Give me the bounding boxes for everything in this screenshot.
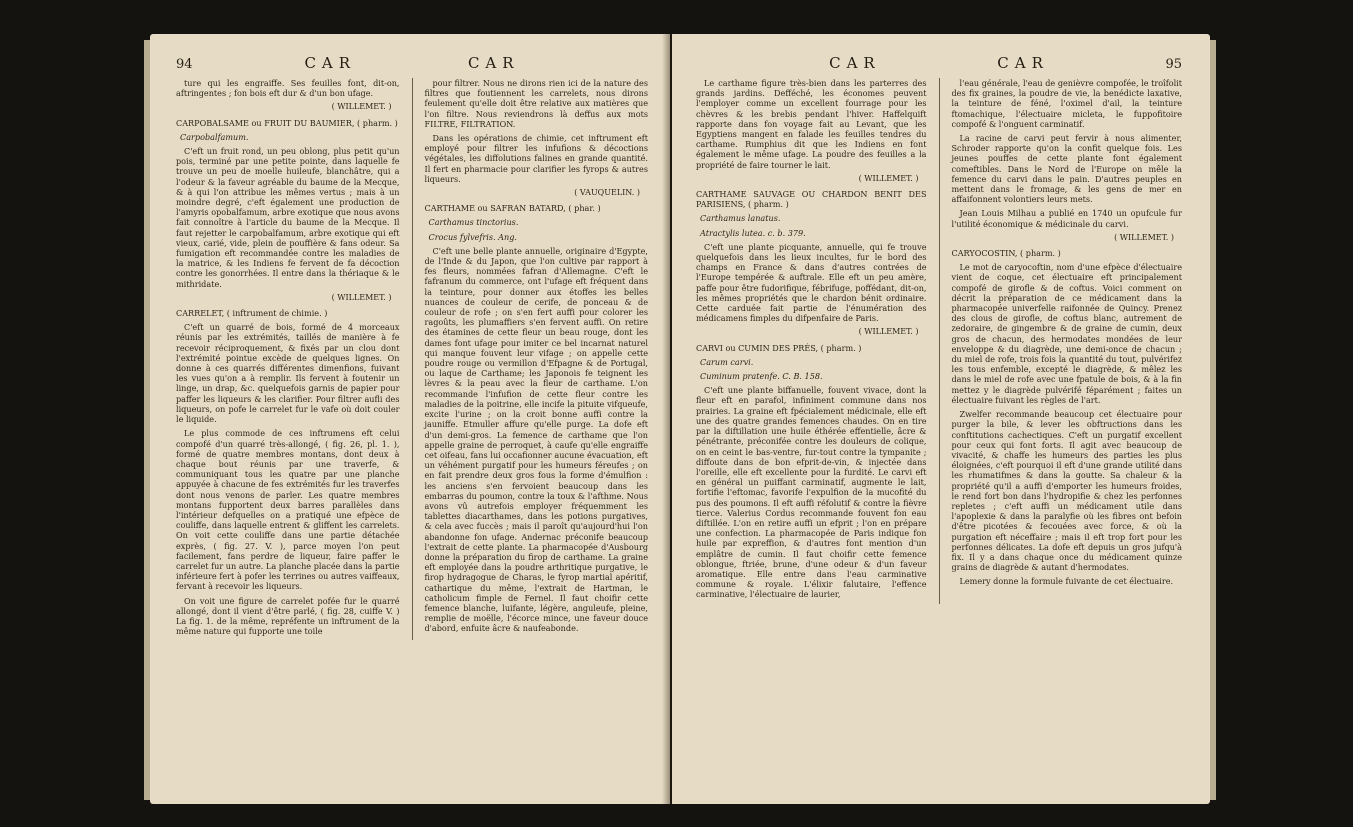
body-paragraph: C'eft un fruit rond, un peu oblong, plus petit qu'un pois, terminé par une petite pointe, dans laquelle fe trouve un peu de moelle huileufe, blanchâtre, qui a l'odeur & la faveur agréable du baume de la Mecque, & à qui l'on attribue les mêmes vertus ; mais à un moindre degré, c'eft également une production de l'amyris opobalfamum, arbre exotique que nous avons fait connoître à l'article du baume de la Mecque. Il faut rejetter le carpobalfamum, arbre exotique qui eft vieux, carié, vide, plein de pouffière & fans odeur. Sa fumigation eft recommandée contre les maladies de la matrice, & les Indiens fe fervent de fa décoction contre les gonorrhées. Il entre dans la thériaque & le mithridate.: [176, 146, 400, 289]
author-signature: ( WILLEMET. ): [1114, 232, 1174, 242]
body-paragraph: On voit une figure de carrelet pofée fur le quarré allongé, dont il vient d'être parlé, ( fig. 28, cuiffe V. ) La fig. 1. de la même, repréfente un inftrument de la même nature qui fupporte une toile: [176, 595, 400, 637]
latin-name: Atractylis lutea. c. b. 379.: [700, 227, 806, 238]
right-page: [672, 34, 1210, 804]
entry-heading: CARTHAME ou SAFRAN BATARD, ( phar. ): [424, 203, 601, 214]
entry-heading: CARRELET, ( inftrument de chimie. ): [176, 308, 328, 319]
left-running-head-1: CAR: [304, 54, 357, 72]
left-column-1: [176, 78, 400, 640]
entry-heading: CARPOBALSAME ou FRUIT DU BAUMIER, ( pharm. ): [176, 117, 398, 128]
body-paragraph: C'eft une plante picquante, annuelle, qui fe trouve quelquefois dans les lieux incultes, fur le bord des champs en France & dans d'autres contrées de l'Europe tempérée & auftrale. Elle eft un peu amère, paffe pour être fudorifique, fébrifuge, poffédant, dit-on, les mêmes propriétés que le chardon bénit ordinaire. Cette carduée fait partie de l'énumération des médicamens fimples du difpenfaire de Paris.: [696, 241, 927, 324]
body-paragraph: C'eft une plante biffanuelle, fouvent vivace, dont la fleur eft en parafol, infiniment commune dans nos prairies. La graine eft fpécialement médicinale, elle eft une des quatre grandes femences chaudes. On en tire par la diftillation une huile éthérée effentielle, âcre & pénétrante, préconifée contre les douleurs de colique, on en ceint le bas-ventre, fur-tout contre la tympanite ; diffoute dans de bon efprit-de-vin, & injectée dans l'oreille, elle eft excellente pour la furdité. Le carvi eft en général un puiffant carminatif, augmente le lait, fortifie l'eftomac, favorife l'expulfion de la mucofité du pus des poumons. Il eft auffi réfolutif & contre la fièvre tierce. Valerius Cordus recommande fouvent fon eau diftillée. L'on en retire auffi un efprit ; l'on en prépare une confection. La pharmacopée de Paris indique fon huile par expreffion, & d'autres font mention d'un emplâtre de cumin. Il faut choifir cette femence oblongue, ftriée, brune, d'une odeur & d'un faveur aromatique. Elle entre dans l'eau carminative commune & royale. L'élixir falutaire, l'effence carminative, l'électuaire de laurier,: [696, 385, 927, 600]
entry-heading: CARYOCOSTIN, ( pharm. ): [951, 248, 1061, 259]
column-rule: [939, 78, 940, 604]
right-column-2: [952, 78, 1183, 604]
entry-heading: CARTHAME SAUVAGE OU CHARDON BENIT DES PARISIENS, ( pharm. ): [696, 189, 927, 210]
left-page-header: [176, 54, 648, 72]
right-page-columns: [696, 78, 1182, 604]
latin-name: Carthamus lanatus.: [700, 213, 781, 224]
author-signature: ( VAUQUELIN. ): [574, 188, 640, 198]
left-running-head-2: CAR: [467, 54, 520, 72]
body-paragraph: Zwelfer recommande beaucoup cet électuaire pour purger la bile, & lever les obftructions dans les conftitutions cachectiques. C'eft un purgatif excellent pour ceux qui font forts. Il agit avec beaucoup de vivacité, & chaffe les humeurs des parties les plus éloignées, c'eft pourquoi il eft d'une grande utilité dans les rhumatifmes & dans la goutte. Sa chaleur & la propriété qu'il a auffi d'emporter les humeurs froides, le rend fort bon dans l'hydropifie & chez les perfonnes repletes ; c'eft auffi un médicament utile dans l'apoplexie & dans la paralyfie où les fibres ont befoin d'être picotées & fecouées avec force, & où la purgation eft néceffaire ; mais il eft trop fort pour les perfonnes délicates. La dofe eft depuis un gros jufqu'à fix. Il y a dans chaque once du médicament quinze grains de diagrède & autant d'hermodates.: [951, 409, 1182, 573]
body-paragraph: pour filtrer. Nous ne dirons rien ici de la nature des filtres que foutiennent les carrelets, nous dirons feulement qu'elle doit être relative aux matières que l'on filtre. Nous reviendrons là deffus aux mots FILTRE, FILTRATION.: [424, 78, 648, 129]
left-page: [150, 34, 670, 804]
body-paragraph: Dans les opérations de chimie, cet inftrument eft employé pour filtrer les infufions & décoctions végétales, les diffolutions falines en grande quantité. Il fert en pharmacie pour clarifier les fyrops & autres liqueurs.: [424, 133, 648, 184]
body-paragraph: Le mot de caryocoftin, nom d'une efpèce d'électuaire vient de coque, cet électuaire eft principalement compofé de girofle & de coftus. Voici comment on décrit la préparation de ce médicament dans la pharmacopée univerfelle raifonnée de Quincy. Prenez des clous de girofle, de coftus blanc, autrement de zedoraire, de gingembre & de graine de cumin, deux gros de chacun, des hermodates mondées de leur enveloppe & du diagrède, une demi-once de chacun ; du miel de rofe, trois fois la quantité du tout, pulvérifez les tous enfemble, excepté le diagrède, & mêlez les dans le miel de rofe avec une fpatule de bois, & à la fin mettez y le diagrède pulvérifé féparément ; faites un électuaire fuivant les règles de l'art.: [951, 262, 1182, 405]
latin-name: Carum carvi.: [700, 356, 754, 367]
left-column-2: [425, 78, 649, 640]
left-page-number: 94: [176, 57, 193, 72]
author-signature: ( WILLEMET. ): [858, 327, 919, 337]
body-paragraph: Le carthame figure très-bien dans les parterres des grands jardins. Defféché, les économes peuvent l'employer comme un excellent fourrage pour les chèvres & les brebis pendant l'hiver. Haffelquift rapporte dans fon voyage fait au Levant, que les Egyptiens mangent en falade les feuilles tendres du carthame. Rumphius dit que les Indiens en font également le même ufage. La poudre des feuilles a la propriété de faire tourner le lait.: [696, 78, 927, 170]
body-paragraph: Le plus commode de ces inftrumens eft celui compofé d'un quarré très-allongé, ( fig. 26, pl. 1. ), formé de quatre membres montans, dont deux à chaque bout réunis par une traverfe, & communiquant tous les quatre par une planche appuyée à chacune de fes extrémités fur les traverfes dont nous venons de parler. Les quatre membres montans fupportent deux barres parallèles dans l'intérieur defquelles on a pratiqué une efpèce de couliffe, dans laquelle entrent & gliffent les carrelets. On voit cette couliffe dans une partie détachée exprès, ( fig. 27. V. ), parce moyen l'on peut facilement, fans perdre de liqueur, faire paffer le carrelet fur un autre. La planche placée dans la partie inférieure fert à pofer les terrines ou autres vaiffeaux, fervant à recevoir les liqueurs.: [176, 428, 400, 592]
column-rule: [412, 78, 413, 640]
body-paragraph: La racine de carvi peut fervir à nous alimenter, Schroder rapporte qu'on la confit quelque fois. Les jeunes pouffes de cette plante font également comeftibles. Dans le Nord de l'Europe on mêle la femence du carvi dans le pain. D'autres peuples en mettent dans le fromage, & les gens de mer en affaifonnent volontiers leurs mets.: [951, 133, 1182, 205]
body-paragraph: ture qui les engraiffe. Ses feuilles font, dit-on, aftringentes ; fon bois eft dur & d'un bon ufage.: [176, 78, 400, 99]
right-page-header: [696, 54, 1182, 72]
right-running-head-1: CAR: [829, 54, 881, 72]
latin-name: Cuminum pratenfe. C. B. 158.: [700, 371, 823, 382]
latin-name: Crocus fylvefris. Ang.: [428, 231, 517, 242]
right-page-number: 95: [1165, 57, 1182, 72]
right-page-edge: [1210, 40, 1216, 800]
body-paragraph: Jean Louis Milhau a publié en 1740 un opufcule fur l'utilité économique & médicinale du carvi.: [951, 208, 1182, 229]
body-paragraph: l'eau générale, l'eau de genièvre compofée, le troîfolit des fix graines, la poudre de vie, la benédicte laxative, la teinture de féné, l'oximel d'ail, la teinture ftomachique, l'électuaire micleta, le fuppofitoire compofé & l'onguent carminatif.: [951, 78, 1182, 129]
author-signature: ( WILLEMET. ): [331, 102, 392, 112]
latin-name: Carthamus tinctorius.: [428, 217, 519, 228]
latin-name: Carpobalfamum.: [180, 131, 249, 142]
entry-heading: CARVI ou CUMIN DES PRÉS, ( pharm. ): [696, 342, 862, 353]
right-column-1: [696, 78, 927, 604]
body-paragraph: C'eft un quarré de bois, formé de 4 morceaux réunis par les extrémités, taillés de manière à fe recevoir réciproquement, & fixés par un clou dont l'extrémité pointue excède de quelques lignes. On donne à ces quarrés différentes dimenfions, fuivant les vues qu'on a à remplir. Ils fervent à foutenir un linge, un drap, &c. quelquefois garnis de papier pour paffer les liqueurs & les clarifier. Pour filtrer aufli des liqueurs, on pofe le carrelet fur le vafe où doit couler le liquide.: [176, 322, 400, 425]
body-paragraph: Lemery donne la formule fuivante de cet électuaire.: [959, 576, 1174, 587]
body-paragraph: C'eft une belle plante annuelle, originaire d'Egypte, de l'Inde & du Japon, que l'on cultive par rapport à fes fleurs, nommées fafran d'Allemagne. C'eft le fafranum du commerce, ont l'ufage eft fréquent dans la teinture, pour donner aux étoffes les belles nuances de couleur de cerife, de ponceau & de couleur de rofe ; on s'en fert auffi pour colorer les ragoûts, les plumaffiers s'en fervent auffi. On retire des étamines de cette fleur un beau rouge, dont les dames font ufage pour imiter ce bel incarnat naturel qui manque fouvent leur vifage ; on appelle cette poudre rouge ou vermillon d'Efpagne & de Portugal, ou laque de Carthame; les Japonois fe teignent les lèvres & la peau avec la fleur de carthame. L'on recommande l'infufion de cette fleur contre les maladies de la poitrine, elle incife la pituite vifqueufe, excite l'urine ; on la croit bonne auffi contre la jauniffe. Etmuller affure qu'elle purge. La dofe eft d'un demi-gros. La femence de carthame que l'on appelle graine de perroquet, à caufe qu'elle engraiffe cet oifeau, fans lui occafionner aucune évacuation, eft un véhément purgatif pour les humeurs féreufes ; on en fait prendre deux gros fous la forme d'émulfion : les anciens s'en fervoient beaucoup dans les embarras du poumon, contre la toux & l'afthme. Nous avons vû autrefois employer fréquemment les tablettes diacarthames, dans les potions purgatives, & cela avec fuccès ; mais il paroît qu'aujourd'hui l'on abandonne fon ufage. Andernac préconife beaucoup l'extrait de cette plante. La pharmacopée d'Ausbourg donne la préparation du firop de carthame. La graine eft employée dans la poudre arthritique purgative, le firop hydragogue de Charas, le fyrop martial apéritif, cathartique du même, l'extrait de Hartman, le catholicum fimple de Fernel. Il faut choifir cette femence blanche, luifante, légère, anguleufe, pleine, remplie de moëlle, l'écorce mince, une faveur douce d'abord, enfuite âcre & naufeabonde.: [424, 245, 648, 634]
left-page-columns: [176, 78, 648, 640]
author-signature: ( WILLEMET. ): [331, 292, 392, 302]
author-signature: ( WILLEMET. ): [858, 173, 919, 183]
right-running-head-2: CAR: [997, 54, 1049, 72]
